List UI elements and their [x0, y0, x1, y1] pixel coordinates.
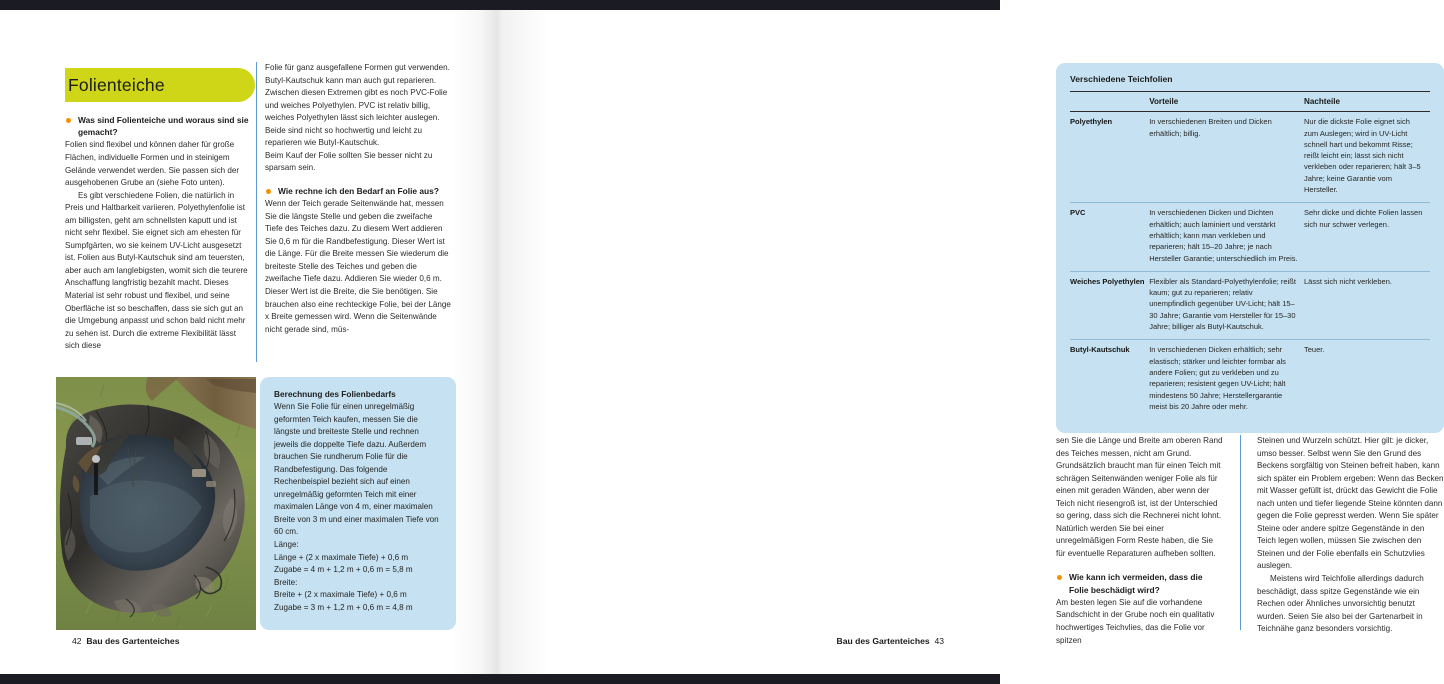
cell-vorteile: Flexibler als Standard-Polyethylenfolie; reißt kaum; gut zu reparieren; relativ unempfindlich gegenüber UV-Licht; hält 15–30 Jahre; Garantie vom Hersteller für 15–30 Jahre; billiger als Butyl-Kautschuk. [1149, 276, 1296, 332]
left-page [0, 10, 500, 674]
cell-nachteile: Nur die dickste Folie eignet sich zum Auslegen; wird in UV-Licht schnell hart und bekommt Risse; reißt leicht ein; lässt sich nicht verkleben oder reparieren; hält 3–5 Jahre; keine Garantie vom Hersteller. [1303, 117, 1421, 195]
right-page-number: 43 [934, 636, 944, 646]
paragraph: Folien sind flexibel und können daher für große Flächen, individuelle Formen und in steinigem Gelände verwendet werden. Sie passen sich der ausgehobenen Grube an (siehe Foto unten). [65, 140, 240, 188]
table-header-material [1070, 92, 1149, 112]
chapter-title-banner [65, 68, 255, 102]
left-column-one [65, 114, 249, 353]
right-column-one-body-bottom [1056, 597, 1224, 647]
paragraph: Wenn Sie Folie für einen unregelmäßig geformten Teich kaufen, messen Sie die längste und breiteste Stelle und rechnen jeweils die doppelte Tiefe dazu. Außerdem brauchen Sie rundherum Folie für die Randbefestigung. Das folgende Rechenbeispiel bezieht sich auf einen unregelmäßig geformten Teich mit einer maximalen Länge von 4 m, einer maximalen Breite von 3 m und einer maximalen Tiefe von 60 cm. [274, 402, 439, 537]
left-column-two-body-bottom [265, 198, 451, 336]
paragraph: Am besten legen Sie auf die vorhandene Sandschicht in der Grube noch ein qualitativ hochwertiges Teichvlies, das die Folie vor spitzen [1056, 597, 1215, 645]
bullet-dot-icon [1057, 575, 1062, 580]
calc-line: Länge + (2 x maximale Tiefe) + 0,6 m [274, 552, 409, 562]
paragraph: Meistens wird Teichfolie allerdings dadurch beschädigt, dass spitze Gegenstände wie ein Rechen oder Ähnliches unvorsichtig benutzt wurden. Seien Sie also bei der Gartenarbeit in Teichnähe ganz besonders vorsichtig. [1257, 574, 1424, 634]
right-page [500, 10, 1444, 674]
question-heading-2-text: Wie rechne ich den Bedarf an Folie aus? [278, 185, 439, 196]
column-divider-rule [1240, 435, 1241, 630]
right-column-one [1056, 435, 1224, 647]
paragraph: Wenn der Teich gerade Seitenwände hat, messen Sie die längste Stelle und geben die zweifache Tiefe des Teiches dazu. Zu diesem Wert addieren Sie 0,6 m für die Randbefestigung. Dieser Wert ist die Länge. Für die Breite messen Sie wiederum die breiteste Stelle des Teiches und geben die zweifache Tiefe dazu. Addieren Sie wieder 0,6 m. Dieser Wert ist die Breite, die Sie benötigen. Sie brauchen also eine rechteckige Folie, bei der Länge x Breite gemessen wird. Wenn die Seitenwände nicht gerade sind, müs- [265, 199, 451, 334]
left-column-two-body-top [265, 62, 451, 175]
right-column-two-body [1257, 435, 1444, 636]
cell-material: Polyethylen [1070, 117, 1113, 127]
question-heading-1 [65, 114, 249, 138]
paragraph: Beim Kauf der Folie sollten Sie besser nicht zu sparsam sein. [265, 150, 433, 173]
cell-vorteile: In verschiedenen Breiten und Dicken erhältlich; billig. [1149, 117, 1272, 138]
left-running-title: Bau des Gartenteiches [86, 636, 180, 646]
paragraph: sen Sie die Länge und Breite am oberen Rand des Teiches messen, nicht am Grund. Grundsätzlich braucht man für einen Teich mit schrägen Seitenwänden weniger Folie als für einen mit geraden Wänden, aber wenn der Teich nicht riesengroß ist, ist der Unterschied so gering, dass sich die Rechnerei nicht lohnt. Natürlich werden Sie bei einer unregelmäßigen Form Reste haben, die Sie für eventuelle Reparaturen aufheben sollten. [1056, 436, 1223, 558]
cell-nachteile: Teuer. [1303, 345, 1325, 355]
table-header-vorteile: Vorteile [1149, 97, 1179, 106]
table-header-row [1070, 92, 1430, 112]
right-running-title: Bau des Gartenteiches [836, 636, 930, 646]
paragraph: Steinen und Wurzeln schützt. Hier gilt: je dicker, umso besser. Selbst wenn Sie den Grund des Beckens sorgfältig von Steinen befreit haben, kann sich später ein Problem ergeben: Wenn das Becken mit Wasser gefüllt ist, drückt das Gewicht die Folie nach unten und tiefer liegende Steine könnten dann gegen die Folie gepresst werden. Wenn Sie später Steine oder andere spitze Gegenstände in den Teich legen wollen, müssen Sie zwischen den Steinen und der Folie ebenfalls ein Schutzvlies auslegen. [1257, 436, 1444, 571]
paragraph: Folie für ganz ausgefallene Formen gut verwenden. Butyl-Kautschuk kann man auch gut reparieren. [265, 63, 450, 85]
calc-line: Zugabe = 3 m + 1,2 m + 0,6 m = 4,8 m [274, 602, 413, 612]
calculation-callout-box [260, 377, 456, 630]
bullet-dot-icon [266, 189, 271, 194]
calc-line: Breite: [274, 577, 298, 587]
liner-comparison-table [1070, 91, 1430, 419]
cell-material: PVC [1070, 208, 1086, 218]
left-page-number: 42 [72, 636, 82, 646]
calc-line: Zugabe = 4 m + 1,2 m + 0,6 m = 5,8 m [274, 565, 413, 575]
right-column-one-body-top [1056, 435, 1224, 560]
question-heading-3 [1056, 571, 1224, 595]
column-divider-rule [256, 62, 257, 362]
table-row [1070, 203, 1430, 271]
table-row [1070, 340, 1430, 419]
page-title: Folienteiche [68, 75, 165, 95]
question-heading-3-text: Wie kann ich vermeiden, dass die Folie beschädigt wird? [1069, 572, 1203, 595]
table-caption: Verschiedene Teichfolien [1070, 74, 1173, 84]
top-frame-bar [0, 0, 1000, 10]
left-column-one-body [65, 139, 249, 352]
pond-photo-illustration [56, 377, 256, 630]
right-column-two [1257, 435, 1444, 636]
paragraph: Es gibt verschiedene Folien, die natürlich in Preis und Haltbarkeit variieren. Polyethylenfolie ist am billigsten, geht am schnellsten kaputt und ist nicht sehr flexibel. Sie eignet sich am ehesten für Sumpfgärten, wo sie keinem UV-Licht ausgesetzt ist. Folien aus Butyl-Kautschuk sind am teuersten, aber auch am langlebigsten, womit sich die teurere Anschaffung langfristig bezahlt macht. Dieses Material ist sehr robust und flexibel, und seine Oberfläche ist so beschaffen, dass sie sich gut an die Umgebung anpasst und schon bald nicht mehr zu sehen ist. Durch die extreme Flexibilität lässt sich diese [65, 190, 248, 351]
calc-box-body [274, 401, 443, 614]
question-heading-2 [265, 185, 451, 197]
left-page-footer [72, 636, 179, 646]
question-heading-1-text: Was sind Folienteiche und woraus sind sie gemacht? [78, 115, 249, 138]
bottom-frame-bar [0, 674, 1000, 684]
calc-line: Breite + (2 x maximale Tiefe) + 0,6 m [274, 590, 407, 600]
left-column-two [265, 62, 451, 336]
liner-comparison-table-box [1056, 63, 1444, 433]
right-page-footer [837, 636, 944, 646]
calc-line: Länge: [274, 540, 299, 550]
paragraph: Zwischen diesen Extremen gibt es noch PVC-Folie und weiches Polyethylen. PVC ist relativ billig, weiches Polyethylen lässt sich leichter auslegen. Beide sind nicht so hochwertig und leicht zu reparieren wie Butyl-Kautschuk. [265, 88, 448, 148]
cell-nachteile: Sehr dicke und dichte Folien lassen sich nur schwer verlegen. [1303, 208, 1423, 229]
cell-nachteile: Lässt sich nicht verkleben. [1303, 276, 1392, 286]
cell-material: Weiches Polyethylen [1070, 276, 1145, 286]
pond-liner-photo [56, 377, 256, 630]
table-row [1070, 271, 1430, 339]
cell-vorteile: In verschiedenen Dicken und Dichten erhältlich; auch laminiert und verstärkt erhältlich; kann man verkleben und reparieren; hält 15–20 Jahre; je nach Hersteller Garantie; unterschiedlich im Preis. [1149, 208, 1298, 263]
cell-vorteile: In verschiedenen Dicken erhältlich; sehr elastisch; stärker und leichter formbar als andere Folien; gut zu verkleben und zu reparieren; resistent gegen UV-Licht; hält mindestens 50 Jahre; Herstellergarantie meist bis 20 Jahre oder mehr. [1149, 345, 1286, 411]
cell-material: Butyl-Kautschuk [1070, 345, 1130, 355]
table-header-nachteile: Nachteile [1303, 97, 1340, 106]
calc-box-title: Berechnung des Folienbedarfs [274, 389, 396, 399]
bullet-dot-icon [66, 118, 71, 123]
table-row [1070, 112, 1430, 203]
